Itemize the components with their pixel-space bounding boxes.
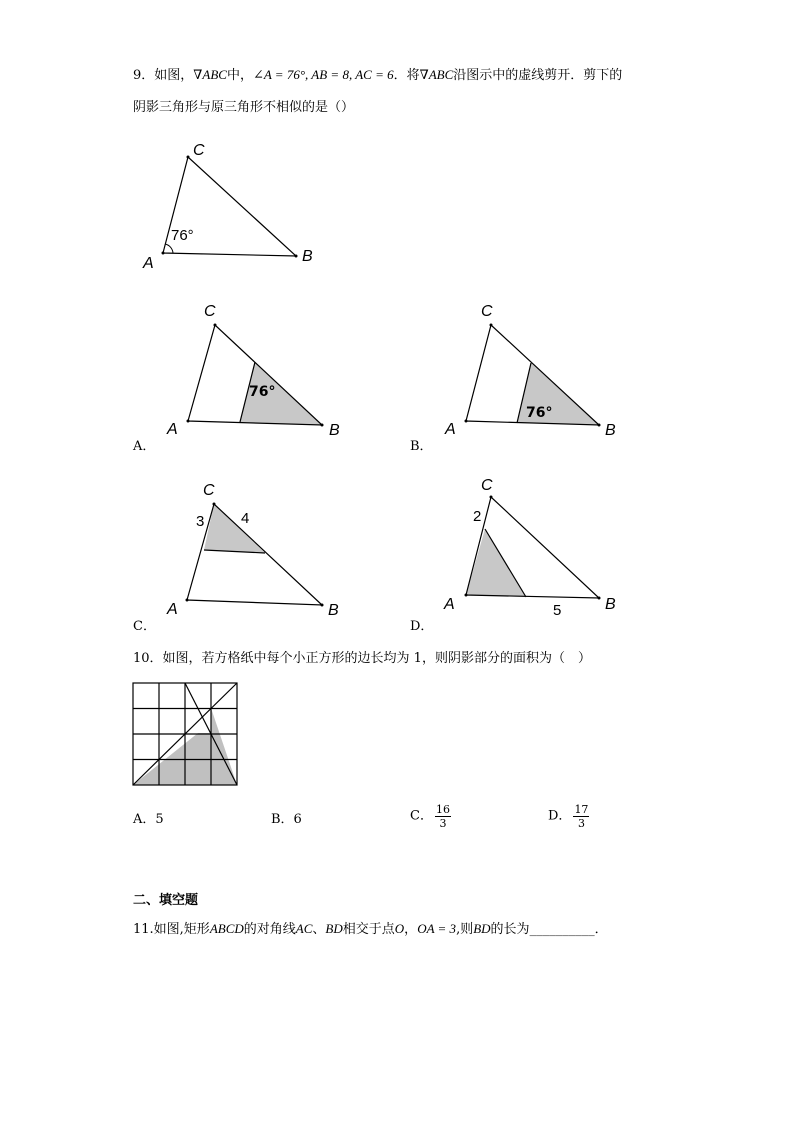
q9-tri-symbol-2: ∇: [419, 67, 429, 82]
q9-text-d: 沿图示中的虚线剪开．剪下的: [453, 68, 623, 83]
q10-option-d-denominator: 3: [577, 817, 585, 830]
opt-c-label-a: A: [167, 601, 178, 618]
opt-c-num-3: 3: [196, 513, 205, 530]
opt-b-label-b: B: [605, 422, 616, 439]
q9-line2: 阴影三角形与原三角形不相似的是（）: [133, 100, 355, 115]
q10-option-c-numerator: 16: [435, 803, 450, 816]
section-title-fill-in: 二、填空题: [133, 893, 199, 908]
q10-option-c-denominator: 3: [439, 817, 447, 830]
q11-t3: 、: [312, 922, 326, 937]
opt-b-label-c: C: [481, 303, 493, 320]
opt-d-label-a: A: [444, 596, 455, 613]
opt-c-label-b: B: [328, 602, 339, 619]
opt-d-label-b: B: [605, 596, 616, 613]
q9-condition: ∠A = 76°, AB = 8, AC = 6: [252, 67, 394, 82]
q11-t1: 11.如图,矩形: [133, 922, 210, 937]
q11-answer-blank[interactable]: __________: [529, 922, 595, 937]
opt-a-label-a: A: [167, 421, 178, 438]
q10-option-d-fraction: [573, 803, 589, 830]
opt-b-angle: 76°: [526, 405, 553, 421]
opt-a-angle: 76°: [249, 384, 276, 400]
q11-bd: BD: [325, 921, 343, 936]
q9-text-c: ．将: [393, 68, 420, 83]
q11-t5: ，: [404, 922, 418, 937]
q11-text: [133, 920, 608, 939]
q10-option-d-label: D．: [548, 808, 572, 824]
main-label-b: B: [302, 248, 313, 265]
q9-abc-2: ABC: [428, 67, 454, 82]
q10-option-d[interactable]: [548, 803, 589, 830]
opt-c-num-4: 4: [241, 510, 250, 527]
q10-option-d-numerator: 17: [574, 803, 589, 816]
q9-abc: ABC: [202, 67, 227, 82]
option-d-label[interactable]: D．: [410, 619, 434, 634]
opt-c-label-c: C: [203, 482, 215, 499]
q11-ac: AC: [295, 921, 313, 936]
q11-oa: OA = 3: [417, 921, 457, 936]
q11-o: O: [394, 921, 405, 936]
q11-t4: 相交于点: [342, 922, 395, 937]
opt-d-label-c: C: [481, 477, 493, 494]
q11-t7: 的长为: [490, 922, 530, 937]
main-angle-label: 76°: [171, 227, 194, 244]
q10-option-c-fraction: [435, 803, 451, 830]
option-a-figure: [187, 324, 324, 427]
opt-b-label-a: A: [445, 421, 456, 438]
q11-bd2: BD: [473, 921, 491, 936]
opt-d-num-2: 2: [473, 508, 482, 525]
opt-a-label-b: B: [329, 422, 340, 439]
q11-t6: ,则: [456, 922, 474, 937]
q9-text-b: 中，: [226, 68, 253, 83]
main-label-a: A: [143, 255, 154, 272]
q9-tri-symbol: ∇: [193, 67, 203, 82]
option-d-figure: [465, 496, 601, 600]
q11-abcd: ABCD: [209, 921, 244, 936]
q10-text: 10．如图，若方格纸中每个小正方形的边长均为 1，则阴影部分的面积为（ ）: [133, 651, 591, 666]
option-b-label[interactable]: B．: [410, 439, 433, 454]
q10-option-c[interactable]: [410, 803, 451, 830]
q11-t2: 的对角线: [243, 922, 296, 937]
option-c-label[interactable]: C．: [133, 619, 156, 634]
q10-option-b[interactable]: B．6: [271, 812, 302, 827]
q10-option-c-label: C．: [410, 808, 433, 824]
q11-t8: ．: [594, 922, 608, 937]
q10-grid-figure: [133, 683, 237, 785]
q10-option-a[interactable]: A．5: [133, 812, 164, 827]
opt-d-num-5: 5: [553, 602, 562, 619]
option-a-label[interactable]: A．: [133, 439, 156, 454]
q9-text-a: 如图，: [154, 68, 194, 83]
q9-number: 9．: [133, 68, 155, 83]
opt-a-label-c: C: [204, 303, 216, 320]
option-c-figure: [186, 503, 324, 607]
main-label-c: C: [193, 142, 205, 159]
